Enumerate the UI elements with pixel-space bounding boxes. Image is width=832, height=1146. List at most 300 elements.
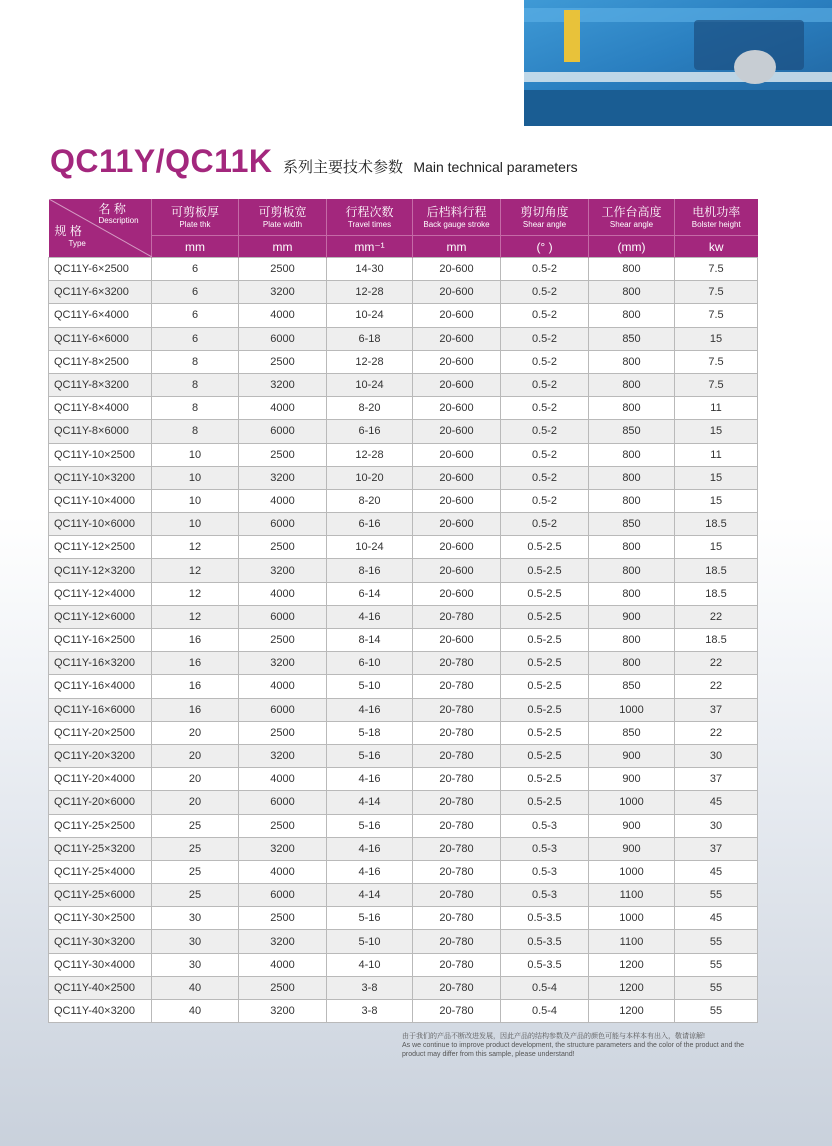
cell-table-height: 800: [589, 350, 675, 373]
cell-plate-thk: 30: [152, 930, 239, 953]
cell-plate-thk: 6: [152, 258, 239, 281]
cell-plate-thk: 16: [152, 675, 239, 698]
cell-shear-angle: 0.5-3.5: [501, 930, 589, 953]
cell-table-height: 800: [589, 466, 675, 489]
cell-plate-width: 3200: [239, 466, 327, 489]
cell-travel-times: 8-20: [327, 397, 413, 420]
cell-shear-angle: 0.5-3: [501, 837, 589, 860]
cell-shear-angle: 0.5-2.5: [501, 744, 589, 767]
cell-plate-width: 4000: [239, 489, 327, 512]
cell-shear-angle: 0.5-3.5: [501, 953, 589, 976]
cell-motor-power: 37: [675, 837, 758, 860]
cell-model: QC11Y-20×2500: [49, 721, 152, 744]
header-description-en: Description: [98, 216, 139, 225]
cell-plate-width: 6000: [239, 791, 327, 814]
cell-model: QC11Y-30×2500: [49, 907, 152, 930]
cell-motor-power: 15: [675, 327, 758, 350]
cell-table-height: 1000: [589, 907, 675, 930]
table-row: [49, 1000, 758, 1023]
cell-table-height: 1200: [589, 1000, 675, 1023]
cell-plate-width: 2500: [239, 350, 327, 373]
header-back-gauge: 后档料行程 Back gauge stroke: [413, 199, 501, 236]
cell-plate-thk: 20: [152, 791, 239, 814]
cell-model: QC11Y-16×2500: [49, 629, 152, 652]
cell-travel-times: 5-10: [327, 930, 413, 953]
cell-table-height: 850: [589, 721, 675, 744]
cell-plate-width: 3200: [239, 930, 327, 953]
cell-plate-thk: 25: [152, 884, 239, 907]
photo-yellow-bracket: [564, 10, 580, 62]
cell-motor-power: 30: [675, 744, 758, 767]
cell-motor-power: 45: [675, 791, 758, 814]
cell-back-gauge: 20-600: [413, 559, 501, 582]
cell-motor-power: 7.5: [675, 281, 758, 304]
unit-back-gauge: mm: [413, 236, 501, 258]
cell-back-gauge: 20-600: [413, 420, 501, 443]
footnote: [402, 1032, 762, 1059]
table-row: [49, 559, 758, 582]
cell-back-gauge: 20-600: [413, 536, 501, 559]
cell-model: QC11Y-20×6000: [49, 791, 152, 814]
table-row: [49, 258, 758, 281]
table-row: [49, 860, 758, 883]
cell-plate-width: 2500: [239, 814, 327, 837]
cell-travel-times: 4-16: [327, 698, 413, 721]
cell-shear-angle: 0.5-2.5: [501, 675, 589, 698]
cell-plate-width: 6000: [239, 513, 327, 536]
cell-plate-thk: 8: [152, 373, 239, 396]
cell-motor-power: 15: [675, 536, 758, 559]
cell-plate-width: 6000: [239, 420, 327, 443]
cell-model: QC11Y-10×2500: [49, 443, 152, 466]
table-row: [49, 837, 758, 860]
cell-travel-times: 3-8: [327, 976, 413, 999]
cell-table-height: 800: [589, 652, 675, 675]
header-plate-thk: 可剪板厚 Plate thk: [152, 199, 239, 236]
cell-shear-angle: 0.5-3.5: [501, 907, 589, 930]
table-row: [49, 629, 758, 652]
table-row: [49, 976, 758, 999]
cell-motor-power: 18.5: [675, 513, 758, 536]
cell-plate-thk: 10: [152, 443, 239, 466]
cell-motor-power: 30: [675, 814, 758, 837]
header-description-type: [49, 199, 152, 258]
cell-plate-thk: 30: [152, 907, 239, 930]
table-row: [49, 791, 758, 814]
cell-plate-width: 2500: [239, 907, 327, 930]
cell-motor-power: 15: [675, 466, 758, 489]
cell-model: QC11Y-12×3200: [49, 559, 152, 582]
table-row: [49, 768, 758, 791]
cell-back-gauge: 20-600: [413, 373, 501, 396]
unit-plate-thk: mm: [152, 236, 239, 258]
cell-plate-width: 4000: [239, 304, 327, 327]
table-row: [49, 953, 758, 976]
cell-plate-width: 3200: [239, 652, 327, 675]
cell-model: QC11Y-8×2500: [49, 350, 152, 373]
cell-model: QC11Y-20×3200: [49, 744, 152, 767]
cell-model: QC11Y-12×4000: [49, 582, 152, 605]
cell-travel-times: 8-20: [327, 489, 413, 512]
unit-shear-angle: (° ): [501, 236, 589, 258]
cell-travel-times: 6-18: [327, 327, 413, 350]
cell-back-gauge: 20-780: [413, 976, 501, 999]
cell-plate-width: 2500: [239, 258, 327, 281]
cell-shear-angle: 0.5-4: [501, 1000, 589, 1023]
cell-travel-times: 10-24: [327, 304, 413, 327]
cell-back-gauge: 20-780: [413, 930, 501, 953]
cell-plate-width: 4000: [239, 953, 327, 976]
cell-plate-thk: 12: [152, 605, 239, 628]
cell-back-gauge: 20-600: [413, 397, 501, 420]
cell-back-gauge: 20-780: [413, 814, 501, 837]
cell-travel-times: 6-10: [327, 652, 413, 675]
cell-plate-thk: 8: [152, 350, 239, 373]
cell-model: QC11Y-6×6000: [49, 327, 152, 350]
table-row: [49, 536, 758, 559]
cell-motor-power: 37: [675, 768, 758, 791]
cell-table-height: 800: [589, 258, 675, 281]
cell-table-height: 1200: [589, 976, 675, 999]
cell-back-gauge: 20-600: [413, 489, 501, 512]
table-row: [49, 721, 758, 744]
cell-motor-power: 18.5: [675, 582, 758, 605]
cell-shear-angle: 0.5-2: [501, 304, 589, 327]
table-row: [49, 675, 758, 698]
cell-travel-times: 5-16: [327, 814, 413, 837]
cell-plate-thk: 40: [152, 1000, 239, 1023]
cell-shear-angle: 0.5-2.5: [501, 629, 589, 652]
cell-model: QC11Y-16×4000: [49, 675, 152, 698]
cell-plate-thk: 6: [152, 281, 239, 304]
header-type-en: Type: [68, 239, 86, 248]
cell-plate-width: 3200: [239, 1000, 327, 1023]
photo-motor: [734, 50, 776, 84]
cell-motor-power: 55: [675, 884, 758, 907]
cell-plate-width: 6000: [239, 698, 327, 721]
cell-motor-power: 45: [675, 860, 758, 883]
cell-travel-times: 12-28: [327, 443, 413, 466]
cell-shear-angle: 0.5-2: [501, 397, 589, 420]
cell-plate-thk: 10: [152, 513, 239, 536]
cell-model: QC11Y-25×6000: [49, 884, 152, 907]
cell-table-height: 850: [589, 420, 675, 443]
cell-back-gauge: 20-600: [413, 513, 501, 536]
cell-back-gauge: 20-780: [413, 953, 501, 976]
footnote-chinese: 由于我们的产品不断改进发展，因此产品的结构参数及产品的颜色可能与本样本有出入，敬请谅解!: [402, 1033, 705, 1040]
cell-model: QC11Y-40×2500: [49, 976, 152, 999]
cell-back-gauge: 20-780: [413, 907, 501, 930]
table-row: [49, 281, 758, 304]
cell-plate-width: 3200: [239, 281, 327, 304]
cell-back-gauge: 20-600: [413, 327, 501, 350]
cell-plate-thk: 8: [152, 420, 239, 443]
cell-shear-angle: 0.5-2.5: [501, 605, 589, 628]
cell-model: QC11Y-16×6000: [49, 698, 152, 721]
table-row: [49, 582, 758, 605]
cell-motor-power: 37: [675, 698, 758, 721]
cell-shear-angle: 0.5-2.5: [501, 768, 589, 791]
cell-travel-times: 4-14: [327, 791, 413, 814]
cell-motor-power: 11: [675, 443, 758, 466]
cell-shear-angle: 0.5-2: [501, 350, 589, 373]
cell-motor-power: 7.5: [675, 304, 758, 327]
cell-motor-power: 45: [675, 907, 758, 930]
cell-travel-times: 5-16: [327, 744, 413, 767]
cell-motor-power: 55: [675, 930, 758, 953]
cell-travel-times: 3-8: [327, 1000, 413, 1023]
cell-model: QC11Y-40×3200: [49, 1000, 152, 1023]
cell-table-height: 900: [589, 605, 675, 628]
cell-motor-power: 22: [675, 652, 758, 675]
cell-model: QC11Y-30×3200: [49, 930, 152, 953]
cell-table-height: 800: [589, 304, 675, 327]
cell-travel-times: 10-24: [327, 373, 413, 396]
cell-model: QC11Y-6×4000: [49, 304, 152, 327]
cell-table-height: 800: [589, 582, 675, 605]
cell-model: QC11Y-10×3200: [49, 466, 152, 489]
cell-plate-width: 6000: [239, 327, 327, 350]
table-row: [49, 513, 758, 536]
table-row: [49, 814, 758, 837]
cell-table-height: 1000: [589, 791, 675, 814]
cell-model: QC11Y-25×3200: [49, 837, 152, 860]
cell-back-gauge: 20-780: [413, 652, 501, 675]
cell-model: QC11Y-10×6000: [49, 513, 152, 536]
cell-back-gauge: 20-600: [413, 350, 501, 373]
cell-motor-power: 7.5: [675, 373, 758, 396]
cell-back-gauge: 20-780: [413, 837, 501, 860]
cell-plate-width: 4000: [239, 582, 327, 605]
cell-back-gauge: 20-600: [413, 629, 501, 652]
cell-back-gauge: 20-780: [413, 860, 501, 883]
cell-plate-width: 4000: [239, 675, 327, 698]
cell-shear-angle: 0.5-2: [501, 466, 589, 489]
cell-motor-power: 7.5: [675, 350, 758, 373]
cell-model: QC11Y-25×4000: [49, 860, 152, 883]
cell-plate-width: 4000: [239, 768, 327, 791]
cell-table-height: 800: [589, 443, 675, 466]
cell-table-height: 1100: [589, 884, 675, 907]
title-chinese: 系列主要技术参数: [282, 159, 403, 176]
cell-back-gauge: 20-780: [413, 698, 501, 721]
cell-plate-width: 3200: [239, 559, 327, 582]
cell-table-height: 800: [589, 536, 675, 559]
spec-table: [48, 199, 758, 1023]
cell-plate-thk: 16: [152, 629, 239, 652]
cell-table-height: 800: [589, 281, 675, 304]
cell-back-gauge: 20-780: [413, 1000, 501, 1023]
cell-motor-power: 11: [675, 397, 758, 420]
cell-shear-angle: 0.5-4: [501, 976, 589, 999]
cell-shear-angle: 0.5-2: [501, 513, 589, 536]
cell-motor-power: 55: [675, 976, 758, 999]
cell-back-gauge: 20-780: [413, 744, 501, 767]
cell-motor-power: 15: [675, 489, 758, 512]
cell-travel-times: 5-16: [327, 907, 413, 930]
cell-plate-thk: 20: [152, 768, 239, 791]
table-row: [49, 397, 758, 420]
table-row: [49, 304, 758, 327]
cell-motor-power: 18.5: [675, 559, 758, 582]
cell-table-height: 900: [589, 768, 675, 791]
cell-shear-angle: 0.5-2.5: [501, 791, 589, 814]
cell-travel-times: 6-16: [327, 513, 413, 536]
cell-plate-thk: 10: [152, 466, 239, 489]
cell-travel-times: 10-20: [327, 466, 413, 489]
cell-travel-times: 4-16: [327, 837, 413, 860]
cell-plate-thk: 20: [152, 744, 239, 767]
cell-plate-thk: 20: [152, 721, 239, 744]
cell-travel-times: 6-16: [327, 420, 413, 443]
unit-motor-power: kw: [675, 236, 758, 258]
cell-travel-times: 4-16: [327, 768, 413, 791]
cell-plate-width: 2500: [239, 629, 327, 652]
cell-back-gauge: 20-780: [413, 605, 501, 628]
cell-plate-thk: 12: [152, 582, 239, 605]
cell-shear-angle: 0.5-2: [501, 420, 589, 443]
cell-travel-times: 4-14: [327, 884, 413, 907]
cell-table-height: 800: [589, 489, 675, 512]
header-table-height: 工作台高度 Shear angle: [589, 199, 675, 236]
cell-model: QC11Y-10×4000: [49, 489, 152, 512]
cell-shear-angle: 0.5-3: [501, 860, 589, 883]
cell-plate-width: 3200: [239, 744, 327, 767]
cell-model: QC11Y-25×2500: [49, 814, 152, 837]
cell-travel-times: 6-14: [327, 582, 413, 605]
cell-travel-times: 12-28: [327, 281, 413, 304]
cell-table-height: 800: [589, 373, 675, 396]
cell-table-height: 1000: [589, 860, 675, 883]
table-row: [49, 698, 758, 721]
cell-model: QC11Y-12×2500: [49, 536, 152, 559]
cell-plate-width: 6000: [239, 884, 327, 907]
cell-travel-times: 12-28: [327, 350, 413, 373]
cell-table-height: 1200: [589, 953, 675, 976]
cell-travel-times: 4-10: [327, 953, 413, 976]
cell-plate-thk: 25: [152, 860, 239, 883]
cell-back-gauge: 20-780: [413, 884, 501, 907]
cell-travel-times: 8-16: [327, 559, 413, 582]
cell-table-height: 800: [589, 559, 675, 582]
cell-table-height: 1100: [589, 930, 675, 953]
cell-plate-thk: 6: [152, 327, 239, 350]
cell-plate-thk: 6: [152, 304, 239, 327]
table-row: [49, 652, 758, 675]
table-row: [49, 350, 758, 373]
cell-motor-power: 55: [675, 1000, 758, 1023]
unit-travel-times: mm⁻¹: [327, 236, 413, 258]
cell-table-height: 900: [589, 814, 675, 837]
cell-table-height: 900: [589, 744, 675, 767]
cell-model: QC11Y-8×4000: [49, 397, 152, 420]
title-english: Main technical parameters: [413, 159, 578, 175]
cell-model: QC11Y-8×3200: [49, 373, 152, 396]
cell-back-gauge: 20-600: [413, 281, 501, 304]
cell-shear-angle: 0.5-2: [501, 373, 589, 396]
cell-plate-width: 2500: [239, 976, 327, 999]
cell-motor-power: 22: [675, 605, 758, 628]
cell-shear-angle: 0.5-2: [501, 281, 589, 304]
header-name-cn: 名 称: [98, 202, 126, 216]
cell-back-gauge: 20-600: [413, 258, 501, 281]
cell-plate-thk: 8: [152, 397, 239, 420]
cell-model: QC11Y-6×2500: [49, 258, 152, 281]
cell-plate-width: 4000: [239, 397, 327, 420]
photo-rail: [524, 72, 832, 82]
machine-photo: [524, 0, 832, 126]
photo-base: [524, 90, 832, 126]
cell-model: QC11Y-16×3200: [49, 652, 152, 675]
cell-table-height: 850: [589, 675, 675, 698]
cell-travel-times: 4-16: [327, 860, 413, 883]
cell-shear-angle: 0.5-2: [501, 489, 589, 512]
header-plate-width: 可剪板宽 Plate width: [239, 199, 327, 236]
cell-plate-width: 4000: [239, 860, 327, 883]
table-row: [49, 930, 758, 953]
cell-plate-width: 2500: [239, 443, 327, 466]
cell-plate-thk: 16: [152, 698, 239, 721]
cell-motor-power: 55: [675, 953, 758, 976]
cell-back-gauge: 20-780: [413, 675, 501, 698]
cell-motor-power: 15: [675, 420, 758, 443]
cell-motor-power: 22: [675, 675, 758, 698]
header-motor-power: 电机功率 Bolster height: [675, 199, 758, 236]
cell-plate-width: 6000: [239, 605, 327, 628]
cell-plate-thk: 30: [152, 953, 239, 976]
table-row: [49, 327, 758, 350]
cell-back-gauge: 20-780: [413, 791, 501, 814]
cell-plate-thk: 25: [152, 837, 239, 860]
page-title: [50, 143, 578, 183]
cell-plate-width: 3200: [239, 373, 327, 396]
header-shear-angle: 剪切角度 Shear angle: [501, 199, 589, 236]
cell-back-gauge: 20-780: [413, 768, 501, 791]
cell-plate-thk: 25: [152, 814, 239, 837]
cell-shear-angle: 0.5-3: [501, 814, 589, 837]
cell-shear-angle: 0.5-2: [501, 258, 589, 281]
cell-table-height: 850: [589, 327, 675, 350]
header-travel-times: 行程次数 Travel times: [327, 199, 413, 236]
table-row: [49, 373, 758, 396]
cell-shear-angle: 0.5-2.5: [501, 559, 589, 582]
cell-shear-angle: 0.5-2.5: [501, 652, 589, 675]
table-row: [49, 907, 758, 930]
cell-back-gauge: 20-600: [413, 304, 501, 327]
unit-plate-width: mm: [239, 236, 327, 258]
cell-table-height: 900: [589, 837, 675, 860]
cell-plate-width: 3200: [239, 837, 327, 860]
cell-table-height: 850: [589, 513, 675, 536]
footnote-english: As we continue to improve product development, the structure parameters and the color of the product and the product may differ from this sample, please understand!: [402, 1042, 745, 1058]
cell-back-gauge: 20-600: [413, 466, 501, 489]
spec-table-body: [49, 258, 758, 1023]
cell-travel-times: 5-10: [327, 675, 413, 698]
cell-model: QC11Y-12×6000: [49, 605, 152, 628]
cell-plate-thk: 10: [152, 489, 239, 512]
cell-shear-angle: 0.5-2.5: [501, 582, 589, 605]
cell-table-height: 1000: [589, 698, 675, 721]
cell-motor-power: 18.5: [675, 629, 758, 652]
cell-model: QC11Y-8×6000: [49, 420, 152, 443]
cell-travel-times: 10-24: [327, 536, 413, 559]
cell-plate-thk: 12: [152, 536, 239, 559]
spec-table-header: [49, 199, 758, 258]
cell-travel-times: 5-18: [327, 721, 413, 744]
table-row: [49, 443, 758, 466]
cell-plate-thk: 40: [152, 976, 239, 999]
cell-model: QC11Y-30×4000: [49, 953, 152, 976]
